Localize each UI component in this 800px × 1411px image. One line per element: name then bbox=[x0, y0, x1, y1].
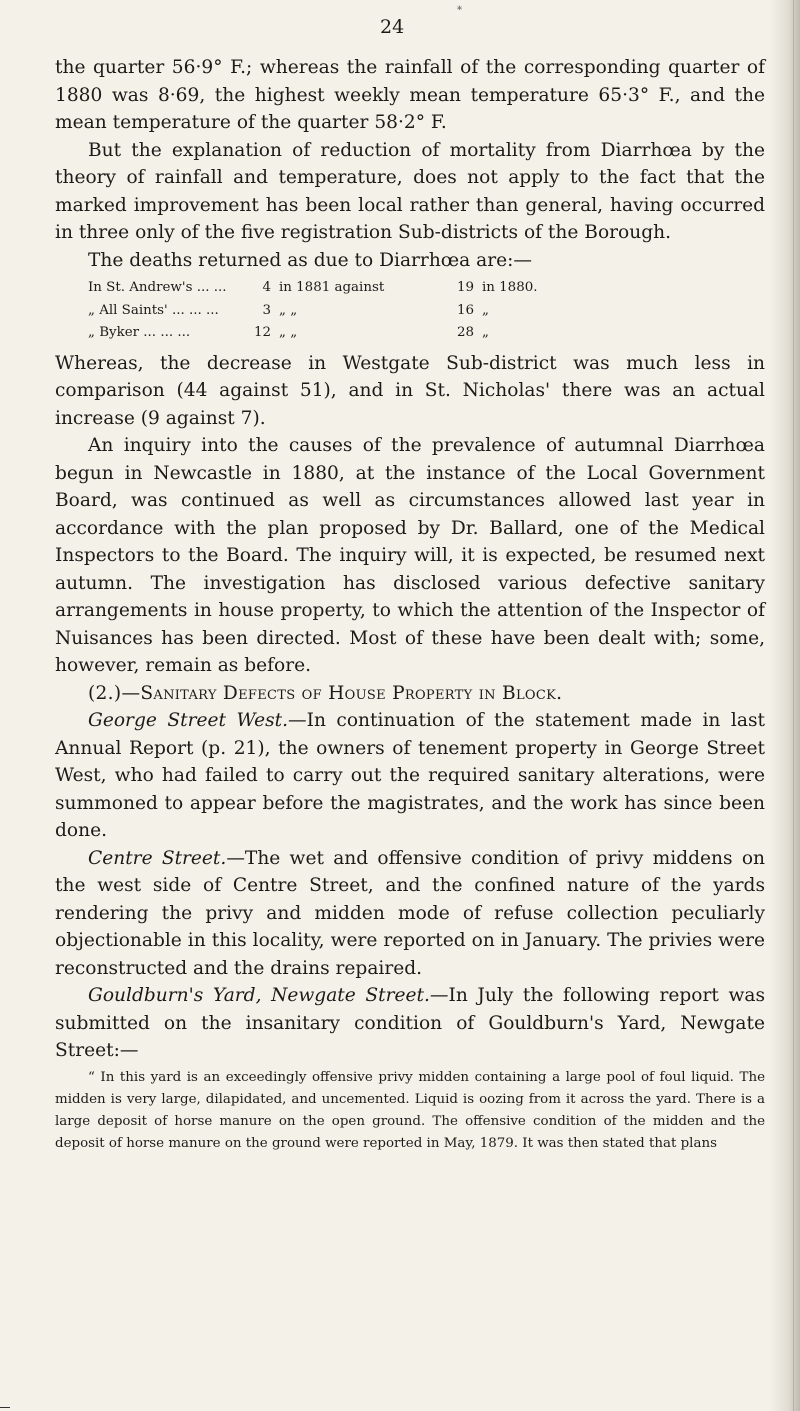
count-1881: 3 bbox=[262, 302, 271, 318]
district-name: „ All Saints' ... ... ... bbox=[88, 302, 219, 318]
comparison-phrase: „ „ bbox=[279, 302, 298, 318]
count-1881: 12 bbox=[253, 325, 271, 340]
centre-street-title: Centre Street. bbox=[88, 847, 227, 869]
page-mark: * bbox=[457, 5, 462, 16]
count-1880: 16 bbox=[456, 302, 474, 318]
section-number: (2.)— bbox=[88, 682, 141, 704]
count-1880: 19 bbox=[456, 280, 474, 295]
quoted-report-text: “ In this yard is an exceedingly offensive privy midden containing a large pool of foul liquid. The midden is very large, dilapidated, and uncemented. Liquid is oozing from it across the yard. There is a large deposit of horse manure on the open ground. The offensive condition of the midden and the deposit of horse manure on the ground were reported in May, 1879. It was then stated that plans bbox=[55, 1069, 765, 1152]
paragraph-inquiry: An inquiry into the causes of the prevalence of autumnal Diarrhœa begun in Newcastle in 1880, at the instance of the Local Government Board, was continued as well as circumstances allowed last year in accordance with the plan proposed by Dr. Ballard, one of the Medical Inspectors to the Board. The inquiry will, it is expected, be resumed next autumn. The investigation has disclosed various defective sanitary arrangements in house property, to which the attention of the Inspector of Nuisances has been directed. Most of these have been dealt with; some, however, remain as before. bbox=[55, 435, 765, 676]
page-edge-shadow bbox=[770, 0, 800, 1411]
year-label: „ bbox=[482, 325, 489, 340]
george-street-text: —In continuation of the statement made in last Annual Report (p. 21), the owners of tenement property in George Street West, who had failed to carry out the required sanitary alterations, were summoned to appear before the magistrates, and the work has since been done. bbox=[55, 710, 765, 841]
gouldburn-title: Gouldburn's Yard, Newgate Street. bbox=[88, 985, 430, 1006]
paragraph-quarter-stats: the quarter 56·9° F.; whereas the rainfall of the corresponding quarter of 1880 was 8·69, the highest weekly mean temperature 65·3° F., and the mean temperature of the quarter 58·2° F. bbox=[55, 57, 765, 133]
comparison-phrase: in 1881 against bbox=[279, 280, 385, 295]
deaths-row bbox=[55, 322, 765, 345]
quoted-report bbox=[55, 1067, 765, 1156]
district-name: „ Byker ... ... ... bbox=[88, 325, 191, 340]
body-text bbox=[55, 54, 765, 1155]
deaths-row bbox=[55, 277, 765, 300]
comparison-phrase: „ „ bbox=[279, 325, 298, 340]
year-label: in 1880. bbox=[482, 280, 538, 295]
year-label: „ bbox=[482, 302, 489, 318]
deaths-table bbox=[55, 277, 765, 345]
paragraph-gouldburn bbox=[55, 982, 765, 1065]
count-1881: 4 bbox=[262, 280, 271, 295]
deaths-row bbox=[55, 300, 765, 323]
count-1880: 28 bbox=[456, 325, 474, 340]
page-edge-line bbox=[793, 0, 794, 1411]
centre-street-text: —The wet and offensive condition of privy middens on the west side of Centre Street, and the confined nature of the yards rendering the privy and midden mode of refuse collection peculiarly objectionable in this locality, were reported on in January. The privies were reconstructed and the drains repaired. bbox=[55, 847, 766, 979]
section-heading bbox=[55, 680, 765, 708]
paragraph-centre-street bbox=[55, 845, 765, 983]
paragraph-deaths-intro: The deaths returned as due to Diarrhœa are:— bbox=[88, 249, 533, 271]
district-name: In St. Andrew's ... ... bbox=[88, 280, 227, 295]
paragraph-westgate: Whereas, the decrease in Westgate Sub-district was much less in comparison (44 against 51), and in St. Nicholas' there was an actual increase (9 against 7). bbox=[55, 352, 765, 429]
section-title: Sanitary Defects of House Property in Block. bbox=[140, 682, 563, 704]
page-number: 24 bbox=[380, 16, 405, 38]
bottom-rule bbox=[0, 1407, 10, 1408]
paragraph-explanation: But the explanation of reduction of mortality from Diarrhœa by the theory of rainfall and temperature, does not apply to the fact that the marked improvement has been local rather than general, having occurred in three only of the five registration Sub-districts of the Borough. bbox=[55, 139, 765, 243]
george-street-title: George Street West. bbox=[88, 710, 288, 731]
paragraph-george-street bbox=[55, 707, 765, 845]
gouldburn-text: —In July the following report was submitted on the insanitary condition of Gouldburn's Yard, Newgate Street:— bbox=[55, 985, 765, 1061]
